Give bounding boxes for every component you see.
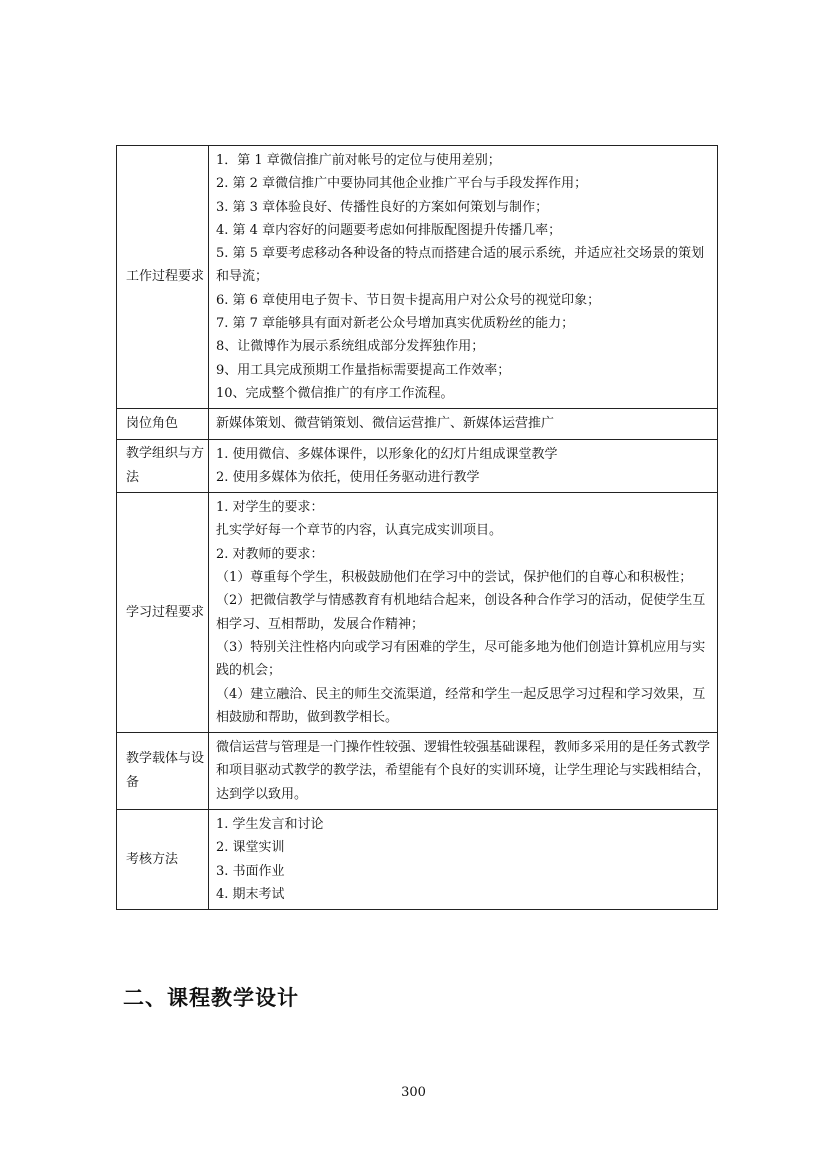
- table-row: [117, 439, 718, 493]
- row-label: 学习过程要求: [117, 493, 209, 733]
- content-line: 1．第 1 章微信推广前对帐号的定位与使用差别；: [216, 153, 501, 168]
- page-number: 300: [401, 1085, 426, 1100]
- content-line: 6. 第 6 章使用电子贺卡、节日贺卡提高用户对公众号的视觉印象；: [216, 292, 601, 308]
- content-line: 1. 学生发言和讨论: [216, 817, 324, 833]
- table-row: [117, 493, 718, 733]
- row-content: [209, 733, 718, 810]
- course-requirements-table: [116, 145, 718, 910]
- row-label: 教学载体与设备: [117, 733, 209, 810]
- content-line: 2. 第 2 章微信推广中要协同其他企业推广平台与手段发挥作用；: [216, 176, 588, 192]
- content-line: （1）尊重每个学生，积极鼓励他们在学习中的尝试，保护他们的自尊心和积极性；: [216, 570, 693, 586]
- content-line: 2. 使用多媒体为依托，使用任务驱动进行教学: [216, 469, 480, 485]
- content-line: 5. 第 5 章要考虑移动各种设备的特点而搭建合适的展示系统，并适应社交场景的策划和导流；: [216, 246, 705, 285]
- section-heading: 二、课程教学设计: [123, 986, 299, 1010]
- content-line: （3）特别关注性格内向或学习有困难的学生，尽可能多地为他们创造计算机应用与实践的机会；: [216, 639, 706, 679]
- row-content: [209, 493, 718, 733]
- content-line: 微信运营与管理是一门操作性较强、逻辑性较强基础课程，教师多采用的是任务式教学和项目驱动式教学的教学法，希望能有个良好的实训环境，让学生理论与实践相结合，达到学以致用。: [216, 740, 711, 802]
- content-line: 9、用工具完成预期工作量指标需要提高工作效率；: [216, 362, 511, 378]
- content-line: 1. 使用微信、多媒体课件，以形象化的幻灯片组成课堂教学: [216, 446, 558, 462]
- content-line: 7. 第 7 章能够具有面对新老公众号增加真实优质粉丝的能力；: [216, 316, 575, 332]
- row-content: [209, 409, 718, 439]
- row-label: 考核方法: [117, 810, 209, 910]
- row-label: 岗位角色: [117, 409, 209, 439]
- content-line: 4. 期末考试: [216, 886, 285, 902]
- content-line: 3. 第 3 章体验良好、传播性良好的方案如何策划与制作；: [216, 199, 549, 215]
- content-line: 2. 对教师的要求：: [216, 546, 324, 562]
- content-line: 新媒体策划、微营销策划、微信运营推广、新媒体运营推广: [216, 416, 555, 432]
- content-line: 10、完成整个微信推广的有序工作流程。: [216, 385, 454, 401]
- content-line: 3. 书面作业: [216, 863, 285, 879]
- row-label: 工作过程要求: [117, 146, 209, 409]
- content-line: 扎实学好每一个章节的内容，认真完成实训项目。: [216, 523, 503, 539]
- row-label: 教学组织与方法: [117, 439, 209, 493]
- table-row: [117, 733, 718, 810]
- content-line: （2）把微信教学与情感教育有机地结合起来，创设各种合作学习的活动，促使学生互相学习、互相帮助，发展合作精神；: [216, 593, 706, 632]
- row-content: [209, 439, 718, 493]
- content-line: 1. 对学生的要求：: [216, 500, 324, 516]
- table-row: [117, 810, 718, 910]
- row-content: [209, 146, 718, 409]
- content-line: 8、让微博作为展示系统组成部分发挥独作用；: [216, 339, 485, 355]
- table-row: [117, 409, 718, 439]
- row-content: [209, 810, 718, 910]
- content-line: 2. 课堂实训: [216, 840, 285, 856]
- content-line: 4. 第 4 章内容好的问题要考虑如何排版配图提升传播几率；: [216, 222, 562, 238]
- table-row: [117, 146, 718, 409]
- content-line: （4）建立融洽、民主的师生交流渠道，经常和学生一起反思学习过程和学习效果，互相鼓励和帮助，做到教学相长。: [216, 686, 706, 725]
